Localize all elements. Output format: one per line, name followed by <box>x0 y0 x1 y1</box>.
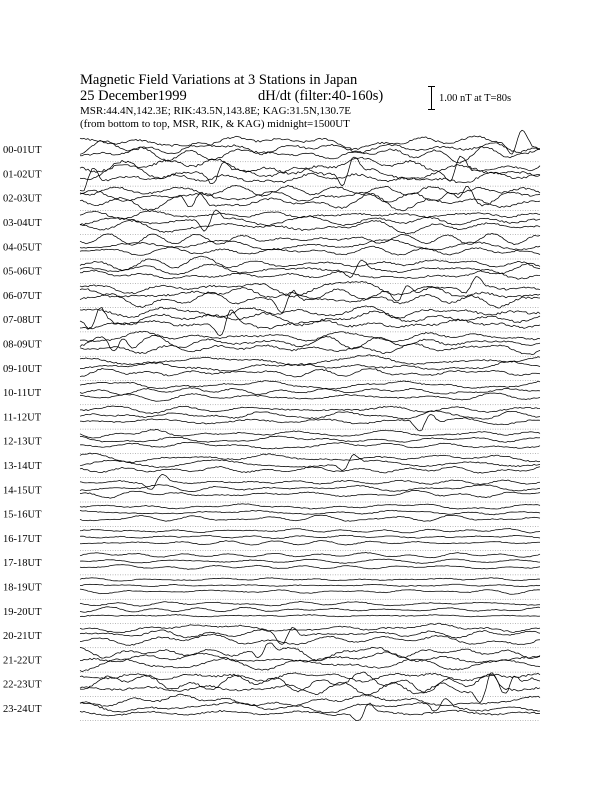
msr-trace <box>80 220 540 234</box>
row-label: 21-22UT <box>3 655 42 667</box>
hour-row <box>3 331 540 356</box>
station-coordinates: MSR:44.4N,142.3E; RIK:43.5N,143.8E; KAG:31.5N,130.7E <box>80 105 352 117</box>
kag-trace <box>80 406 540 414</box>
hour-row <box>3 381 540 405</box>
rik-trace <box>80 186 540 206</box>
kag-trace <box>80 553 540 558</box>
row-label: 10-11UT <box>3 388 42 400</box>
msr-trace <box>80 565 540 570</box>
hour-row <box>3 156 540 191</box>
kag-trace <box>80 578 540 581</box>
kag-trace <box>80 474 540 489</box>
rik-trace <box>80 140 540 154</box>
rik-trace <box>80 210 540 231</box>
msr-trace <box>80 615 540 617</box>
msr-trace <box>80 541 540 545</box>
hour-row <box>3 694 540 721</box>
kag-trace <box>80 156 540 181</box>
kag-trace <box>80 185 540 196</box>
rik-trace <box>80 607 540 613</box>
row-label: 03-04UT <box>3 218 42 229</box>
rik-trace <box>80 335 540 350</box>
rik-trace <box>80 361 540 371</box>
rik-trace <box>80 584 540 586</box>
kag-trace <box>80 277 540 298</box>
msr-trace <box>80 589 540 594</box>
chart-title: Magnetic Field Variations at 3 Stations in Japan <box>80 72 358 88</box>
rik-trace <box>80 485 540 492</box>
hour-row <box>3 672 540 703</box>
row-label: 16-17UT <box>3 533 42 545</box>
hour-row <box>3 355 540 381</box>
row-label: 05-06UT <box>3 266 42 278</box>
kag-trace <box>80 331 540 342</box>
msr-trace <box>80 168 540 191</box>
row-label: 08-09UT <box>3 339 42 351</box>
kag-trace <box>80 601 540 606</box>
hour-row <box>3 277 540 313</box>
rik-trace <box>80 411 540 419</box>
hour-row <box>3 474 540 502</box>
msr-trace <box>80 393 540 401</box>
hour-row <box>3 504 540 527</box>
msr-trace <box>80 369 540 377</box>
msr-trace <box>80 246 540 255</box>
msr-trace <box>80 703 540 721</box>
hour-row <box>3 453 540 478</box>
hour-row <box>3 130 540 163</box>
scale-label: 1.00 nT at T=80s <box>439 93 512 104</box>
kag-trace <box>80 381 540 389</box>
msr-trace <box>80 442 540 449</box>
kag-trace <box>80 529 540 534</box>
hour-row <box>3 578 540 600</box>
hour-row <box>3 256 540 283</box>
msr-trace <box>80 515 540 521</box>
row-label: 02-03UT <box>3 193 42 205</box>
rik-trace <box>80 157 540 186</box>
trace-order-note: (from bottom to top, MSR, RIK, & KAG) midnight=1500UT <box>80 118 350 130</box>
msr-trace <box>80 415 540 431</box>
rik-trace <box>80 454 540 470</box>
row-label: 17-18UT <box>3 558 42 570</box>
row-label: 09-10UT <box>3 363 42 375</box>
kag-trace <box>80 504 540 509</box>
quantity-label: dH/dt (filter:40-160s) <box>258 88 384 104</box>
row-label: 15-16UT <box>3 509 42 521</box>
hour-row <box>3 553 540 575</box>
row-label: 23-24UT <box>3 704 42 715</box>
row-label: 13-14UT <box>3 461 42 472</box>
row-label: 12-13UT <box>3 436 42 448</box>
hour-row <box>3 623 540 648</box>
hour-row <box>3 643 540 672</box>
msr-trace <box>80 290 540 313</box>
msr-trace <box>80 193 540 211</box>
row-label: 04-05UT <box>3 242 42 254</box>
rik-trace <box>80 535 540 538</box>
kag-trace <box>80 211 540 220</box>
hour-row <box>3 306 540 336</box>
hour-row <box>3 529 540 551</box>
rik-trace <box>80 559 540 563</box>
row-label: 18-19UT <box>3 582 42 594</box>
msr-trace <box>80 269 540 279</box>
row-label: 19-20UT <box>3 606 42 618</box>
hour-row <box>3 234 540 260</box>
hour-row <box>3 430 540 454</box>
row-label: 06-07UT <box>3 290 42 302</box>
kag-trace <box>80 673 540 682</box>
msr-trace <box>80 467 540 474</box>
row-label: 07-08UT <box>3 315 42 327</box>
hour-row <box>3 406 540 431</box>
kag-trace <box>80 623 540 632</box>
hour-row <box>3 210 540 235</box>
msr-trace <box>80 673 540 703</box>
kag-trace <box>80 694 540 706</box>
row-label: 01-02UT <box>3 169 42 181</box>
rik-trace <box>80 436 540 442</box>
rik-trace <box>80 510 540 515</box>
date-label: 25 December1999 <box>80 88 187 104</box>
row-label: 11-12UT <box>3 412 42 424</box>
row-label: 20-21UT <box>3 631 42 643</box>
rik-trace <box>80 388 540 396</box>
hour-row <box>3 185 540 211</box>
hour-row <box>3 601 540 623</box>
kag-trace <box>80 234 540 246</box>
row-label: 14-15UT <box>3 485 42 497</box>
msr-trace <box>80 343 540 354</box>
row-label: 22-23UT <box>3 679 42 691</box>
row-label: 00-01UT <box>3 145 42 157</box>
kag-trace <box>80 430 540 439</box>
kag-trace <box>80 643 540 661</box>
msr-trace <box>80 634 540 646</box>
kag-trace <box>80 453 540 463</box>
msr-trace <box>80 490 540 498</box>
